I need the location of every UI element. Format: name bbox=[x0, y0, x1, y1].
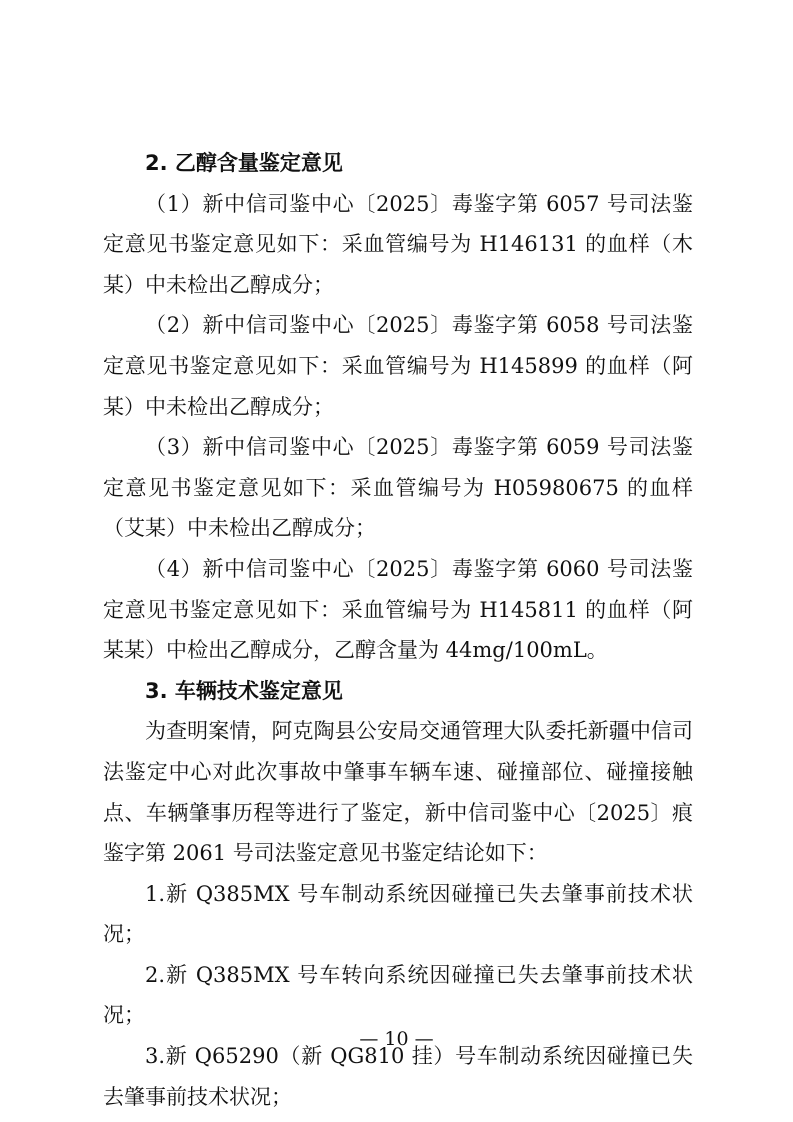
paragraph-conclusion-2: 2.新 Q385MX 号车转向系统因碰撞已失去肇事前技术状况； bbox=[103, 962, 693, 1028]
paragraph-item-2: （2）新中信司鉴中心〔2025〕毒鉴字第 6058 号司法鉴定意见书鉴定意见如下：采血管编号为 H145899 的血样（阿某）中未检出乙醇成分； bbox=[103, 313, 693, 419]
paragraph-item-4: （4）新中信司鉴中心〔2025〕毒鉴字第 6060 号司法鉴定意见书鉴定意见如下：采血管编号为 H145811 的血样（阿某某）中检出乙醇成分，乙醇含量为 44mg/100mL。 bbox=[103, 556, 693, 663]
section-heading-alcohol: 2. 乙醇含量鉴定意见 bbox=[145, 151, 343, 175]
document-body bbox=[103, 143, 693, 1117]
section-heading-vehicle: 3. 车辆技术鉴定意见 bbox=[145, 678, 343, 703]
page-number: — 10 — bbox=[359, 1028, 434, 1050]
paragraph-conclusion-1: 1.新 Q385MX 号车制动系统因碰撞已失去肇事前技术状况； bbox=[103, 881, 693, 947]
paragraph-item-3: （3）新中信司鉴中心〔2025〕毒鉴字第 6059 号司法鉴定意见书鉴定意见如下：采血管编号为 H05980675 的血样（艾某）中未检出乙醇成分； bbox=[103, 435, 693, 541]
paragraph-vehicle-intro: 为查明案情，阿克陶县公安局交通管理大队委托新疆中信司法鉴定中心对此次事故中肇事车辆车速、碰撞部位、碰撞接触点、车辆肇事历程等进行了鉴定，新中信司鉴中心〔2025〕痕鉴字第 2061 号司法鉴定意见书鉴定结论如下： bbox=[103, 719, 693, 866]
paragraph-item-1: （1）新中信司鉴中心〔2025〕毒鉴字第 6057 号司法鉴定意见书鉴定意见如下：采血管编号为 H146131 的血样（木某）中未检出乙醇成分； bbox=[103, 191, 693, 297]
paragraph-conclusion-3: 3.新 Q65290（新 QG810 挂）号车制动系统因碰撞已失去肇事前技术状况； bbox=[103, 1044, 693, 1109]
